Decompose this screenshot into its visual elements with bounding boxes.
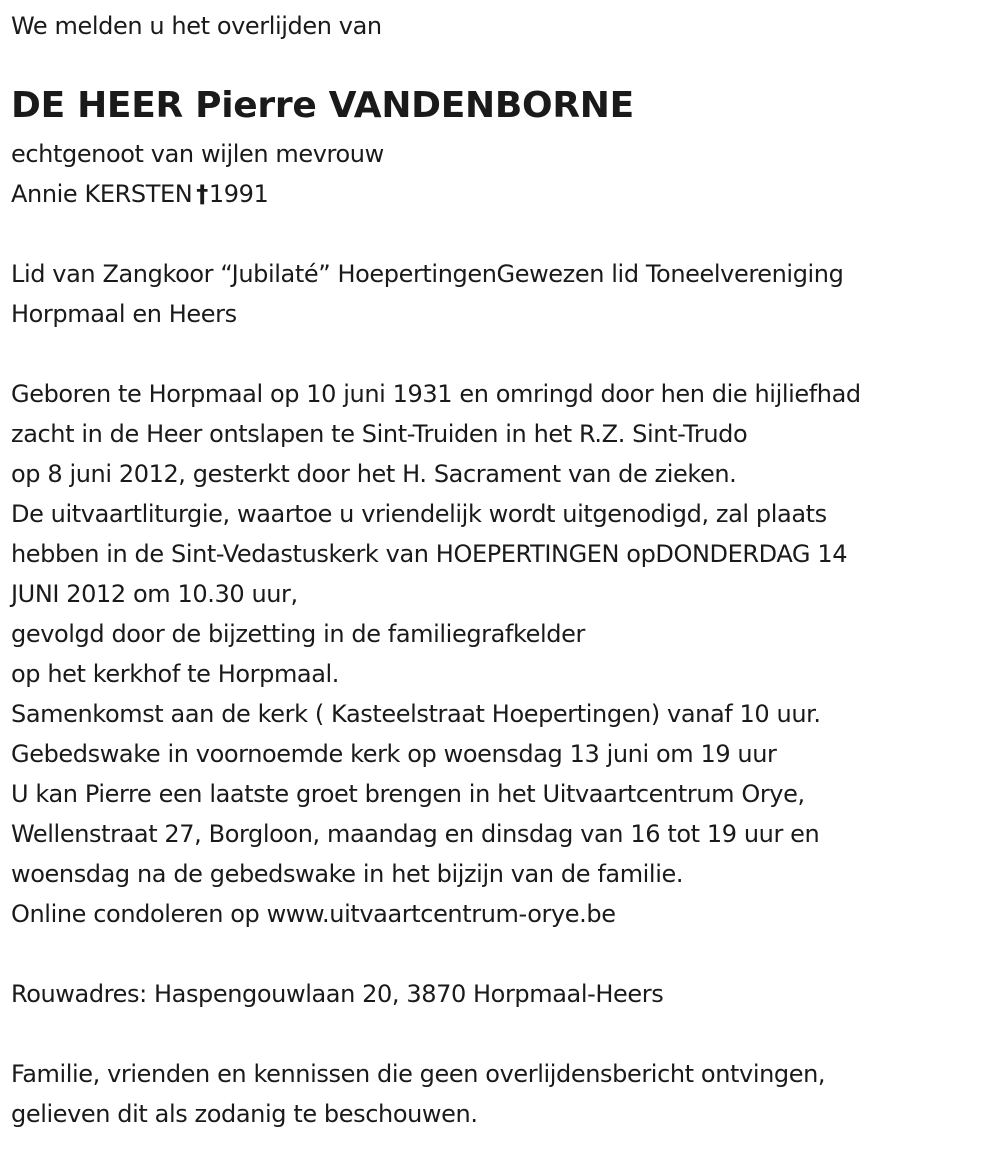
mourning-address: Rouwadres: Haspengouwlaan 20, 3870 Horpmaal-Heers (11, 980, 664, 1008)
address-block (11, 974, 663, 1014)
details-line: Geboren te Horpmaal op 10 juni 1931 en omringd door hen die hijliefhad (11, 380, 861, 408)
deceased-name: DE HEER Pierre VANDENBORNE (11, 85, 634, 126)
membership-line: Horpmaal en Heers (11, 300, 237, 328)
details-line: gevolgd door de bijzetting in de familiegrafkelder (11, 620, 585, 648)
spouse-name: Annie KERSTEN (11, 180, 193, 208)
details-line: op het kerkhof te Horpmaal. (11, 660, 340, 688)
spouse-block (11, 134, 384, 214)
details-line: Gebedswake in voornoemde kerk op woensdag 13 juni om 19 uur (11, 740, 777, 768)
membership-line: Lid van Zangkoor “Jubilaté” HoepertingenGewezen lid Toneelvereniging (11, 260, 844, 288)
online-condolence-line: Online condoleren op www.uitvaartcentrum-orye.be (11, 900, 616, 928)
details-line: hebben in de Sint-Vedastuskerk van HOEPERTINGEN opDONDERDAG 14 (11, 540, 848, 568)
spouse-line: echtgenoot van wijlen mevrouw (11, 140, 384, 168)
spouse-death-year: 1991 (208, 180, 269, 208)
details-line: De uitvaartliturgie, waartoe u vriendelijk wordt uitgenodigd, zal plaats (11, 500, 827, 528)
details-line: JUNI 2012 om 10.30 uur, (11, 580, 298, 608)
spouse-name-line (11, 174, 384, 214)
closing-line: gelieven dit als zodanig te beschouwen. (11, 1100, 478, 1128)
closing-block (11, 1054, 825, 1134)
memberships-block (11, 254, 843, 334)
details-line: U kan Pierre een laatste groet brengen in het Uitvaartcentrum Orye, (11, 780, 805, 808)
closing-line: Familie, vrienden en kennissen die geen overlijdensbericht ontvingen, (11, 1060, 826, 1088)
cross-icon: † (196, 180, 208, 208)
details-line: Wellenstraat 27, Borgloon, maandag en dinsdag van 16 tot 19 uur en (11, 820, 820, 848)
details-line: Samenkomst aan de kerk ( Kasteelstraat Hoepertingen) vanaf 10 uur. (11, 700, 821, 728)
details-block (11, 374, 861, 934)
intro-text: We melden u het overlijden van (11, 12, 382, 40)
details-line: woensdag na de gebedswake in het bijzijn van de familie. (11, 860, 684, 888)
details-line: zacht in de Heer ontslapen te Sint-Truiden in het R.Z. Sint-Trudo (11, 420, 748, 448)
details-line: op 8 juni 2012, gesterkt door het H. Sacrament van de zieken. (11, 460, 737, 488)
